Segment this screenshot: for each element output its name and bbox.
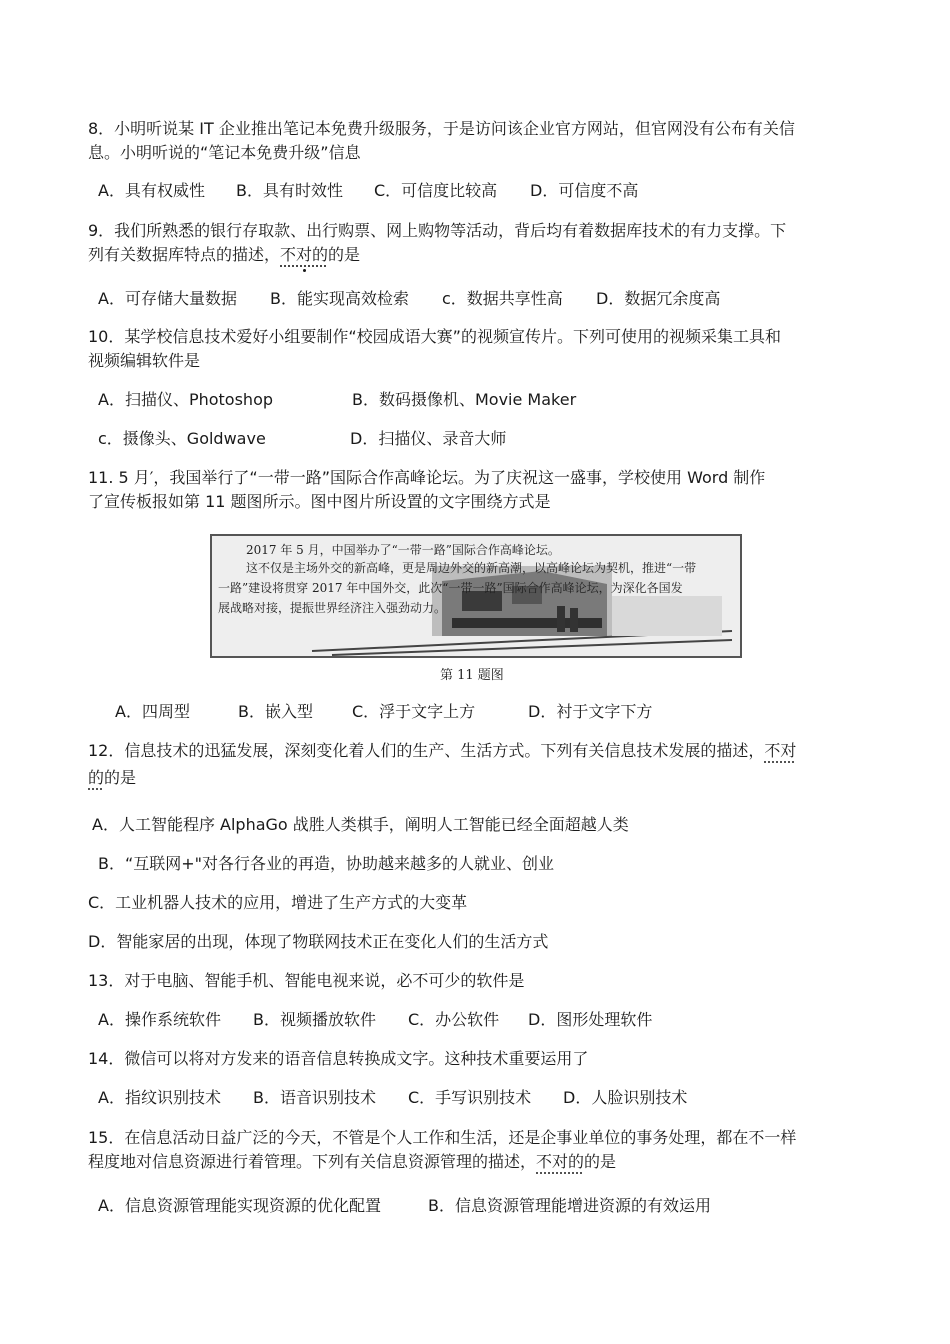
q13-option-a: A．操作系统软件 xyxy=(98,1010,221,1029)
q13-option-b: B．视频播放软件 xyxy=(253,1010,376,1029)
q10-option-a: A．扫描仪、Photoshop xyxy=(98,390,274,409)
q11-figure-text2: 这不仅是主场外交的新高峰，更是周边外交的新高潮，以高峰论坛为契机，推进“一带 xyxy=(246,561,697,575)
q11-stem-line1: 11. 5 月′，我国举行了“一带一路”国际合作高峰论坛。为了庆祝这一盛事，学校使用 Word 制作 xyxy=(88,468,766,487)
q15-options xyxy=(98,1195,711,1217)
q11-figure-text3: 一路”建设将贯穿 2017 年中国外交，此次“一带一路”国际合作高峰论坛，为深化各国发 xyxy=(218,581,683,595)
q11-stem-line2: 了宣传板报如第 11 题图所示。图中图片所设置的文字围绕方式是 xyxy=(88,492,551,511)
q11-figure xyxy=(210,534,742,658)
q12-stem-pre: 12．信息技术的迅猛发展，深刻变化着人们的生产、生活方式。下列有关信息技术发展的描述， xyxy=(88,741,765,760)
q9-stem-pre: 列有关数据库特点的描述， xyxy=(88,245,281,264)
q9-stem-post: 的是 xyxy=(328,245,361,264)
q15-option-b: B．信息资源管理能增进资源的有效运用 xyxy=(428,1196,711,1215)
q12-option-b: B．“互联网+"对各行各业的再造，协助越来越多的人就业、创业 xyxy=(98,854,555,873)
q10-option-d: D．扫描仪、录音大师 xyxy=(350,429,507,448)
q12-stem-post: 的是 xyxy=(104,768,137,787)
q9-option-b: B．能实现高效检索 xyxy=(270,289,409,308)
q11-options xyxy=(115,701,652,723)
q8-stem-line2: 息。小明听说的“笔记本免费升级”信息 xyxy=(88,143,361,162)
q10-options-row1 xyxy=(98,389,576,411)
q11-figure-caption: 第 11 题图 xyxy=(440,668,504,683)
q14-option-b: B．语音识别技术 xyxy=(253,1088,376,1107)
q14-options xyxy=(98,1087,687,1109)
q13-options xyxy=(98,1009,652,1031)
q9-option-a: A．可存储大量数据 xyxy=(98,289,237,308)
q8-option-b: B．具有时效性 xyxy=(236,181,343,200)
q15-stem-post: 的是 xyxy=(584,1152,617,1171)
q8-stem-line1: 8．小明听说某 IT 企业推出笔记本免费升级服务，于是访问该企业官方网站，但官网没有公布有关信 xyxy=(88,119,795,138)
q10-option-b: B．数码摄像机、Movie Maker xyxy=(352,390,577,409)
q13-option-d: D．图形处理软件 xyxy=(528,1010,653,1029)
q11-option-d: D．衬于文字下方 xyxy=(528,702,653,721)
q9-option-c: c．数据共享性高 xyxy=(442,289,563,308)
q9-emphasis: 不对的 xyxy=(280,245,329,264)
q8-option-d: D．可信度不高 xyxy=(530,181,639,200)
q10-stem-line1: 10．某学校信息技术爱好小组要制作“校园成语大赛”的视频宣传片。下列可使用的视频采集工具和 xyxy=(88,327,781,346)
q12-stem-line2 xyxy=(88,767,136,789)
q8-option-a: A．具有权威性 xyxy=(98,181,205,200)
q15-stem-line2 xyxy=(88,1151,616,1173)
q10-option-c: c．摄像头、Goldwave xyxy=(98,429,266,448)
q11-option-a: A．四周型 xyxy=(115,702,190,721)
q14-option-a: A．指纹识别技术 xyxy=(98,1088,221,1107)
q12-option-d: D．智能家居的出现，体现了物联网技术正在变化人们的生活方式 xyxy=(88,932,549,951)
q12-option-a: A．人工智能程序 AlphaGo 战胜人类棋手，阐明人工智能已经全面超越人类 xyxy=(92,815,629,834)
q9-stem-line2 xyxy=(88,244,360,266)
q11-option-b: B．嵌入型 xyxy=(238,702,313,721)
q11-option-c: C．浮于文字上方 xyxy=(352,702,476,721)
q8-option-c: C．可信度比较高 xyxy=(374,181,498,200)
q15-stem-pre: 程度地对信息资源进行着管理。下列有关信息资源管理的描述， xyxy=(88,1152,537,1171)
q13-option-c: C．办公软件 xyxy=(408,1010,500,1029)
q12-option-c: C．工业机器人技术的应用，增进了生产方式的大变革 xyxy=(88,893,468,912)
q10-stem-line2: 视频编辑软件是 xyxy=(88,351,201,370)
q8-options xyxy=(98,180,638,202)
q11-figure-text1: 2017 年 5 月，中国举办了“一带一路”国际合作高峰论坛。 xyxy=(246,543,560,557)
q13-stem-line1: 13．对于电脑、智能手机、智能电视来说，必不可少的软件是 xyxy=(88,971,525,990)
q15-emphasis: 不对的 xyxy=(536,1152,585,1171)
q12-stem-line1 xyxy=(88,740,796,762)
q9-option-d: D．数据冗余度高 xyxy=(596,289,721,308)
q14-stem-line1: 14．微信可以将对方发来的语音信息转换成文字。这种技术重要运用了 xyxy=(88,1049,589,1068)
q15-option-a: A．信息资源管理能实现资源的优化配置 xyxy=(98,1196,381,1215)
q9-stem-line1: 9．我们所熟悉的银行存取款、出行购票、网上购物等活动，背后均有着数据库技术的有力支撑。下 xyxy=(88,221,787,240)
q11-figure-text4: 展战略对接，提振世界经济注入强劲动力。 xyxy=(218,601,447,615)
q14-option-c: C．手写识别技术 xyxy=(408,1088,532,1107)
q10-options-row2 xyxy=(98,428,506,450)
q15-stem-line1: 15．在信息活动日益广泛的今天，不管是个人工作和生活，还是企事业单位的事务处理，都在不一样 xyxy=(88,1128,797,1147)
q14-option-d: D．人脸识别技术 xyxy=(563,1088,688,1107)
q12-emphasis-1: 不对 xyxy=(764,741,797,760)
q12-emphasis-2: 的 xyxy=(88,768,105,787)
q9-options xyxy=(98,288,720,310)
